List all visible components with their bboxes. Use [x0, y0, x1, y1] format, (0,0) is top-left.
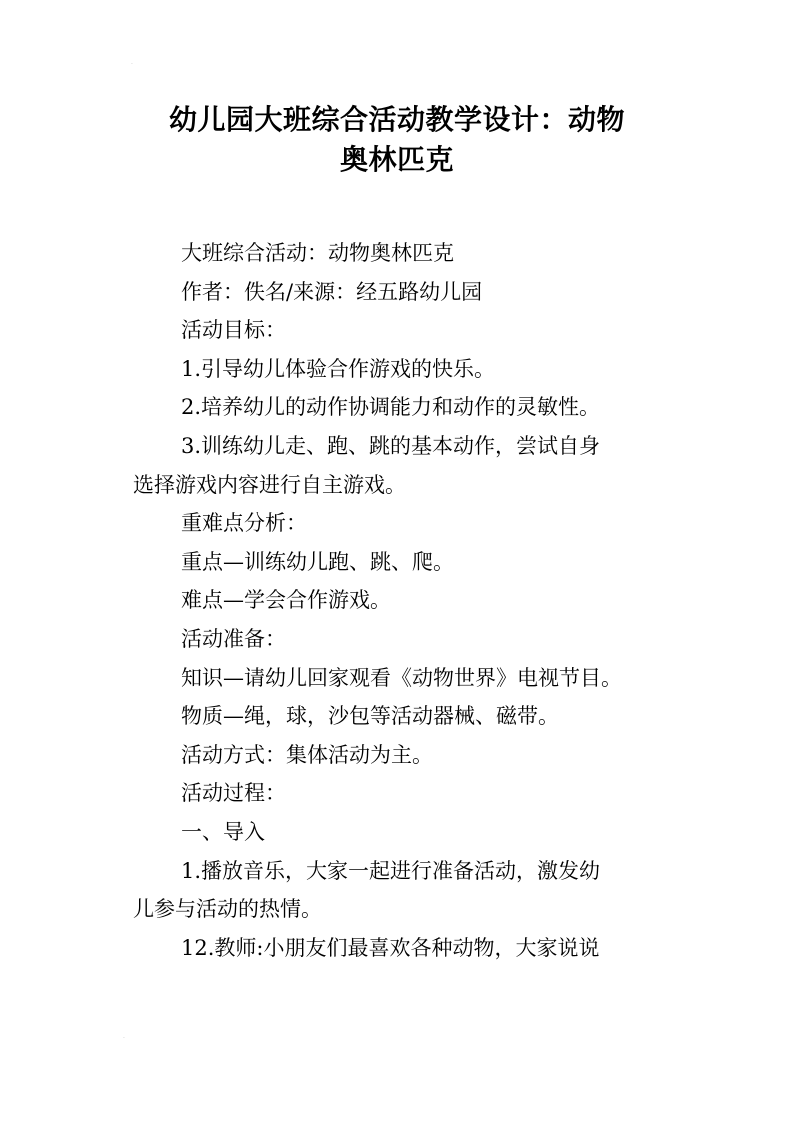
- title-line-2: 奥林匹克: [339, 143, 454, 176]
- key-point: 重点—训练幼儿跑、跳、爬。: [181, 549, 454, 574]
- heading-activity-preparation: 活动准备：: [181, 626, 286, 651]
- corner-mark-bottom: ·: [123, 1035, 125, 1042]
- heading-activity-goals: 活动目标：: [181, 318, 286, 343]
- goal-item-1: 1.引导幼儿体验合作游戏的快乐。: [181, 356, 496, 381]
- difficult-point: 难点—学会合作游戏。: [181, 588, 391, 613]
- document-title: [100, 100, 694, 180]
- goal-item-3-line-2: 选择游戏内容进行自主游戏。: [133, 472, 406, 497]
- process-step-1-line-2: 儿参与活动的热情。: [133, 897, 322, 922]
- paragraph-author-source: 作者：佚名/来源：经五路幼儿园: [181, 279, 483, 304]
- paragraph-activity-name: 大班综合活动：动物奥林匹克: [181, 241, 454, 265]
- section-introduction: 一、导入: [181, 819, 265, 844]
- corner-mark-top: ·: [131, 61, 133, 68]
- process-step-1-line-1: 1.播放音乐，大家一起进行准备活动，激发幼: [181, 858, 601, 883]
- activity-method: 活动方式：集体活动为主。: [181, 742, 433, 767]
- heading-key-difficult-points: 重难点分析：: [181, 511, 307, 536]
- goal-item-3-line-1: 3.训练幼儿走、跑、跳的基本动作，尝试自身: [181, 433, 601, 458]
- process-step-12: 12.教师:小朋友们最喜欢各种动物，大家说说: [181, 935, 600, 960]
- preparation-materials: 物质—绳，球，沙包等活动器械、磁带。: [181, 704, 559, 729]
- preparation-knowledge: 知识—请幼儿回家观看《动物世界》电视节目。: [181, 665, 622, 690]
- heading-activity-process: 活动过程：: [181, 781, 286, 806]
- title-line-1: 幼儿园大班综合活动教学设计：动物: [168, 103, 625, 136]
- goal-item-2: 2.培养幼儿的动作协调能力和动作的灵敏性。: [181, 395, 601, 420]
- document-body: [133, 234, 673, 967]
